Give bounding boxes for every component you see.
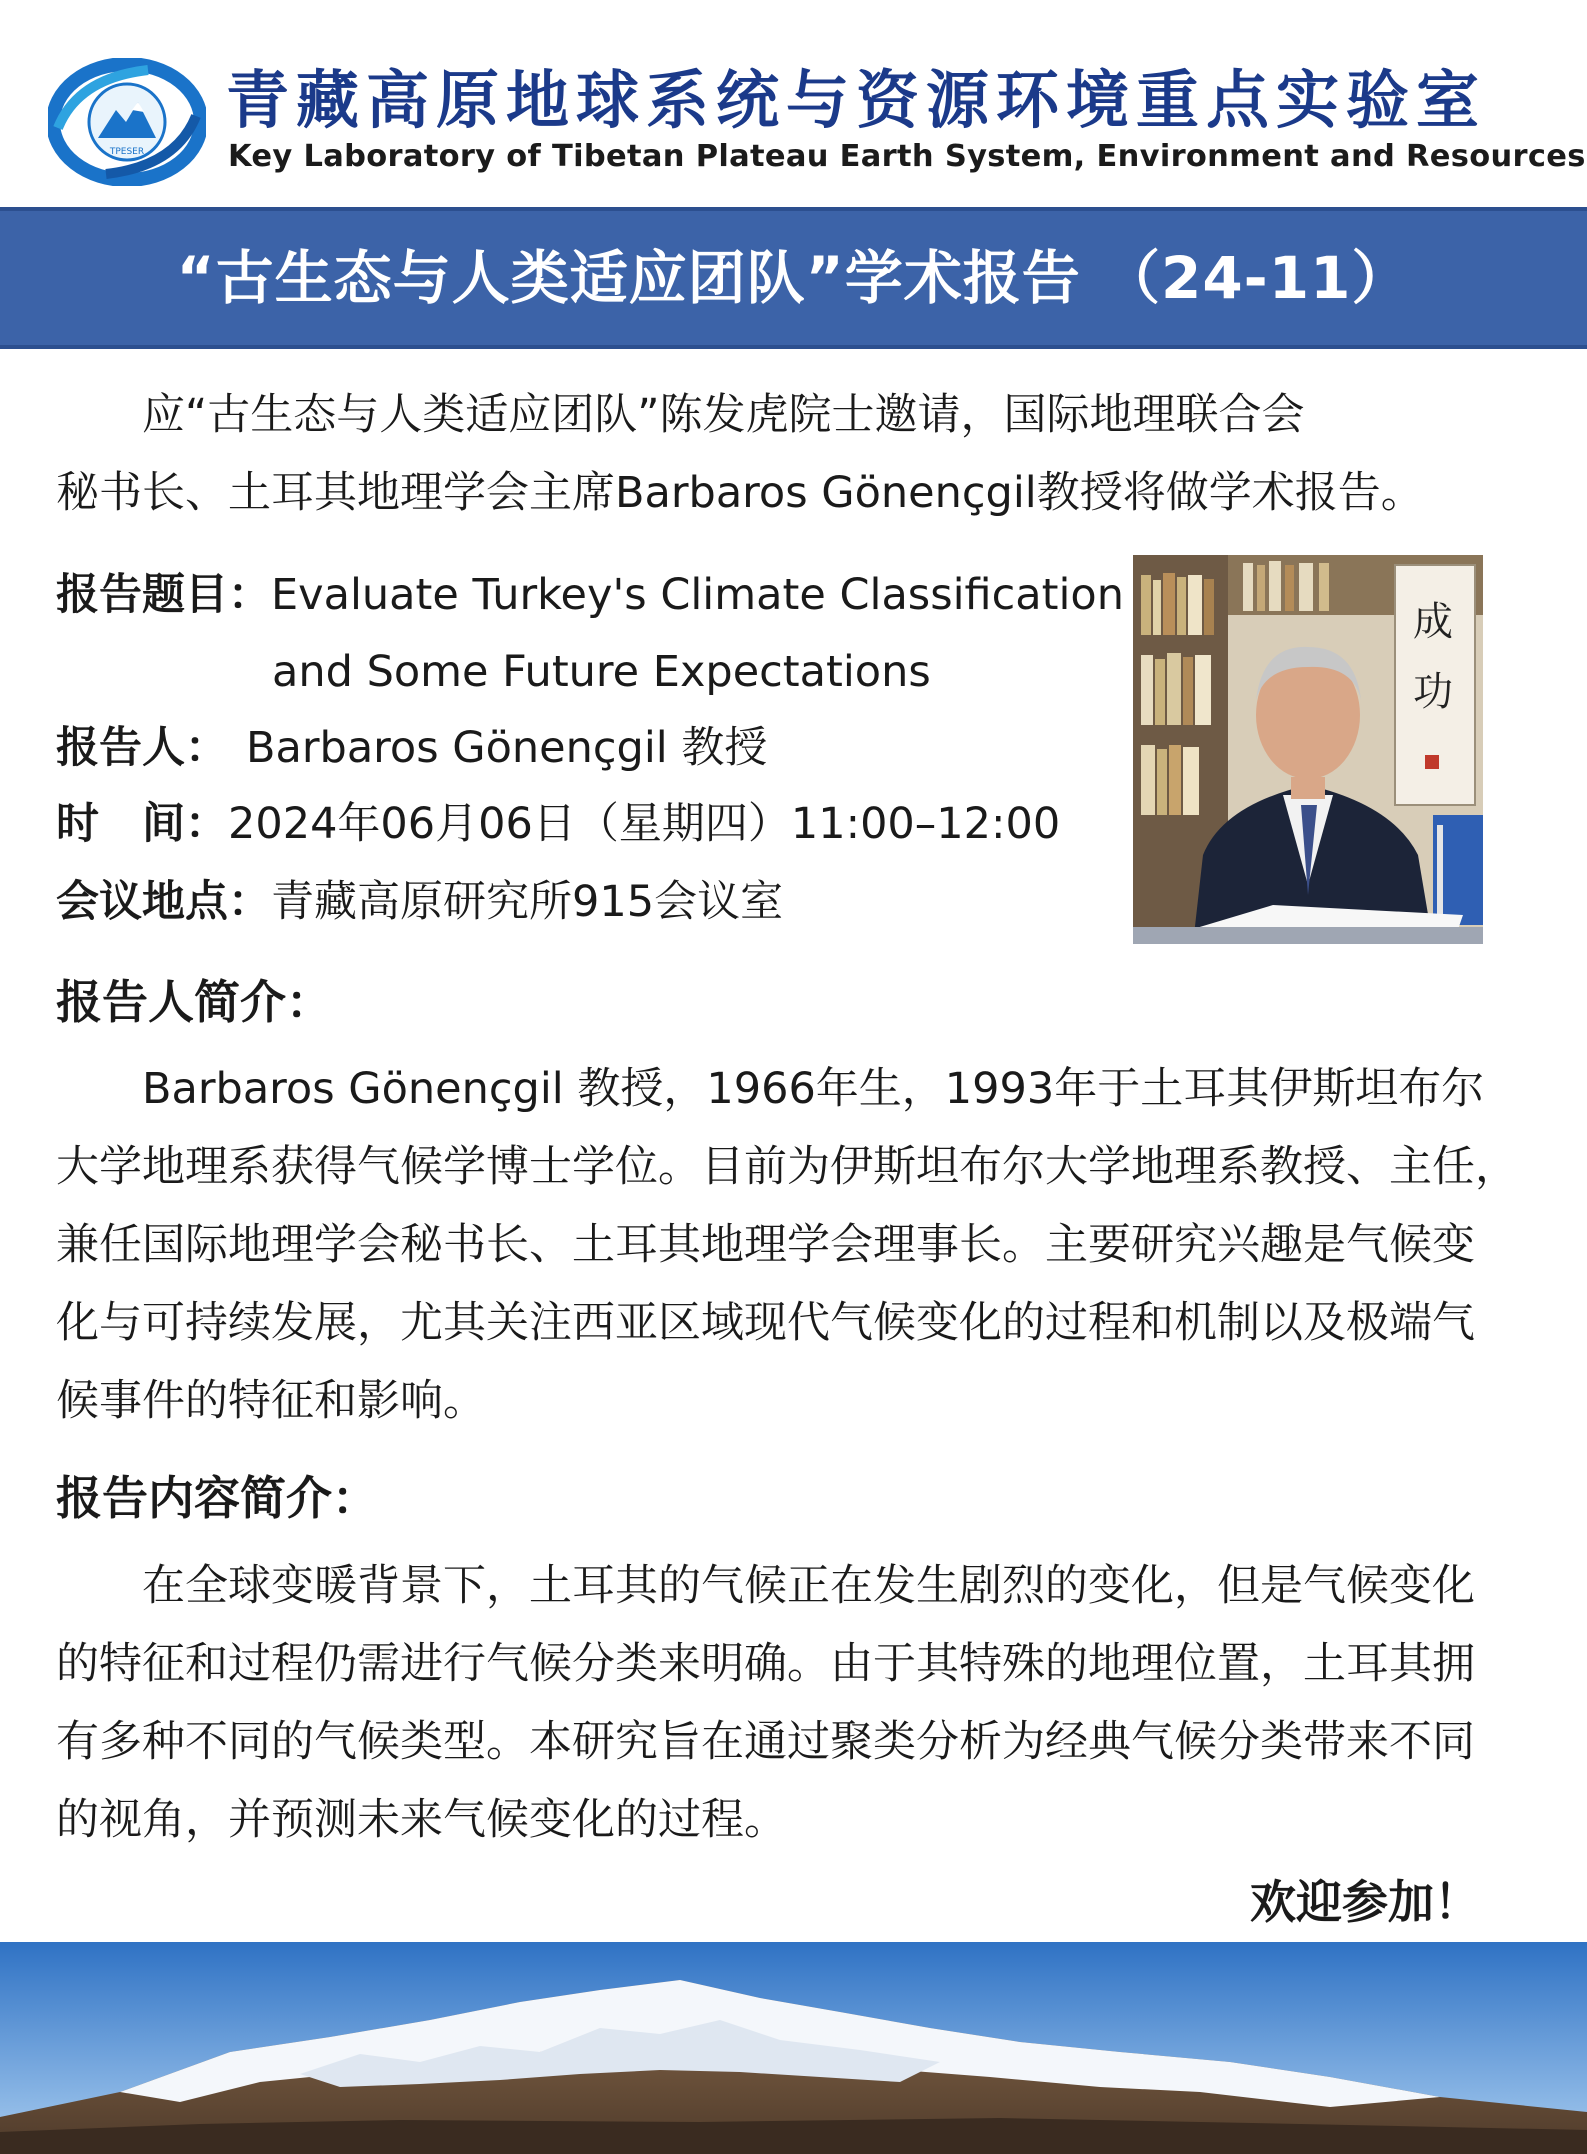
bio-line: 候事件的特征和影响。 [56, 1376, 486, 1426]
topic-label: 报告题目： [56, 570, 271, 620]
snow-mountain-illustration [0, 1942, 1587, 2154]
speaker-label: 报告人： [56, 723, 228, 773]
speaker-value: Barbaros Gönençgil 教授 [246, 723, 768, 773]
intro-line: 秘书长、土耳其地理学会主席Barbaros Gönençgil教授将做学术报告。 [56, 468, 1424, 518]
title-banner [0, 207, 1587, 349]
speaker-photo [1133, 555, 1483, 944]
venue-row [56, 871, 783, 933]
bio-paragraph [56, 1050, 1518, 1440]
topic-value: Evaluate Turkey's Climate Classification [271, 570, 1124, 620]
time-label: 时 间： [56, 799, 228, 849]
svg-text:TPESER: TPESER [109, 147, 145, 157]
bio-line: Barbaros Gönençgil 教授，1966年生，1993年于土耳其伊斯坦布尔 [56, 1064, 1485, 1114]
topic-value-continued: and Some Future Expectations [272, 647, 931, 697]
tpeser-logo-icon [48, 58, 206, 186]
bio-line: 兼任国际地理学会秘书长、土耳其地理学会理事长。主要研究兴趣是气候变 [56, 1220, 1475, 1270]
intro-line: 应“古生态与人类适应团队”陈发虎院士邀请，国际地理联合会 [56, 390, 1305, 440]
time-value: 2024年06月06日（星期四）11:00–12:00 [228, 799, 1061, 849]
content-paragraph [56, 1547, 1518, 1859]
speaker-row [56, 717, 767, 779]
content-line: 有多种不同的气候类型。本研究旨在通过聚类分析为经典气候分类带来不同 [56, 1717, 1475, 1767]
content-line: 在全球变暖背景下，土耳其的气候正在发生剧烈的变化，但是气候变化 [56, 1561, 1475, 1611]
intro-paragraph [56, 376, 1518, 532]
content-line: 的特征和过程仍需进行气候分类来明确。由于其特殊的地理位置，土耳其拥 [56, 1639, 1475, 1689]
lab-name-en: Key Laboratory of Tibetan Plateau Earth System, Environment and Resources [228, 139, 1586, 174]
bio-line: 化与可持续发展，尤其关注西亚区域现代气候变化的过程和机制以及极端气 [56, 1298, 1475, 1348]
welcome-text: 欢迎参加！ [1250, 1875, 1480, 1929]
bio-heading: 报告人简介： [56, 975, 332, 1029]
bio-line: 大学地理系获得气候学博士学位。目前为伊斯坦布尔大学地理系教授、主任， [56, 1142, 1518, 1192]
content-line: 的视角，并预测未来气候变化的过程。 [56, 1795, 787, 1845]
report-title: “古生态与人类适应团队”学术报告 （24-11） [176, 244, 1411, 312]
venue-value: 青藏高原研究所915会议室 [271, 877, 784, 927]
lab-name-cn: 青藏高原地球系统与资源环境重点实验室 [226, 64, 1486, 137]
svg-text:功: 功 [1413, 669, 1453, 715]
topic-row-continued [272, 641, 931, 703]
content-heading: 报告内容简介： [56, 1471, 378, 1525]
venue-label: 会议地点： [56, 877, 271, 927]
topic-row [56, 564, 1124, 626]
svg-text:成: 成 [1413, 599, 1453, 645]
time-row [56, 793, 1060, 855]
